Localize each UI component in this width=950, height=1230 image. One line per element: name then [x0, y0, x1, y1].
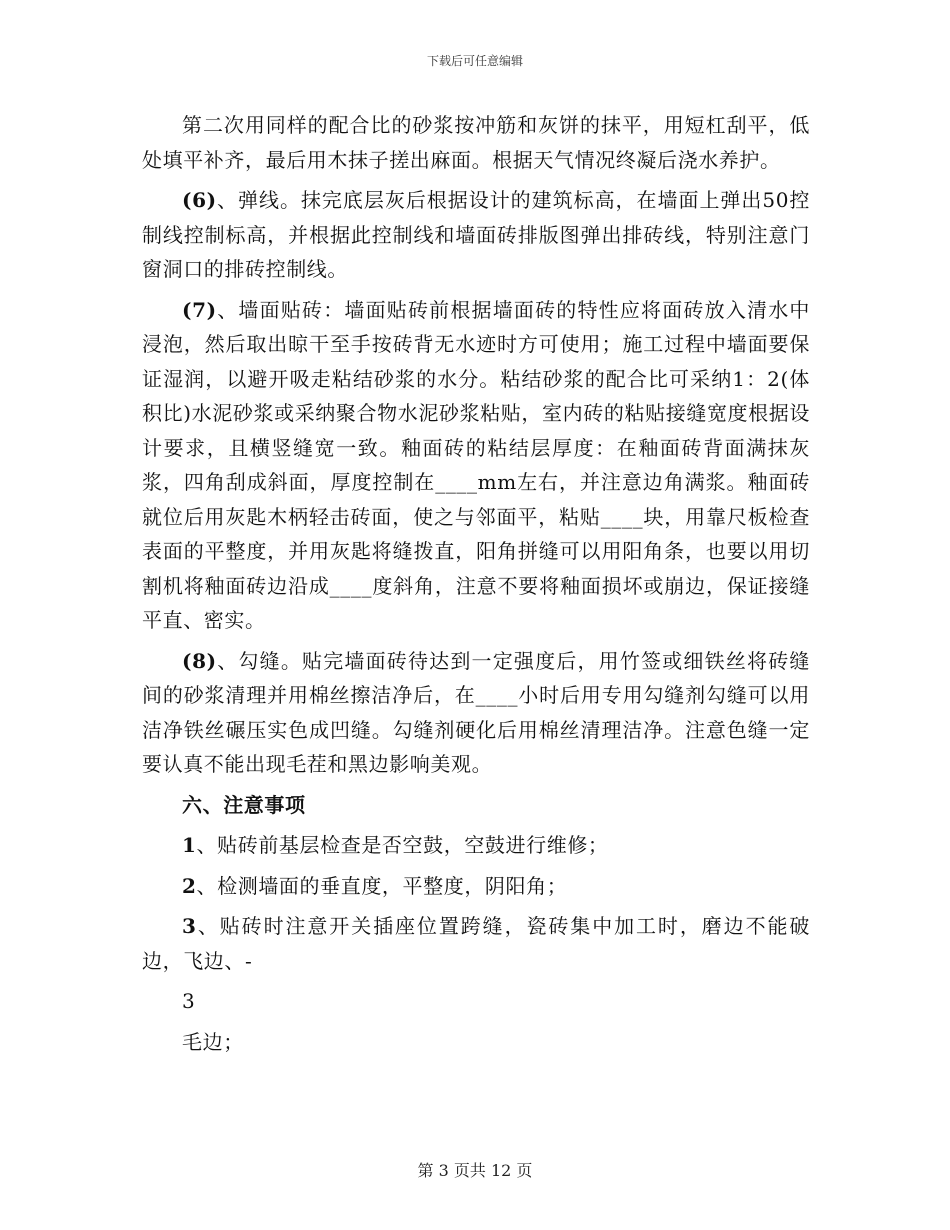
item-number: 1: [182, 833, 197, 857]
page-footer: 第 3 页共 12 页: [417, 1161, 533, 1180]
list-item: [142, 828, 810, 863]
item-number: 2: [182, 873, 197, 898]
stray-text-line: 毛边；: [182, 1029, 244, 1054]
paragraph-text: 第二次用同样的配合比的砂浆按冲筋和灰饼的抹平，用短杠刮平，低处填平补齐，最后用木抹子搓出麻面。根据天气情况终凝后浇水养护。: [142, 113, 810, 172]
paragraph-step-7: [142, 293, 810, 638]
paragraph-text: 、墙面贴砖：墙面贴砖前根据墙面砖的特性应将面砖放入清水中浸泡，然后取出晾干至手按砖背无水迹时方可使用；施工过程中墙面要保证湿润，以避开吸走粘结砂浆的水分。粘结砂浆的配合比可采纳1：2(体积比)水泥砂浆或采纳聚合物水泥砂浆粘贴，室内砖的粘贴接缝宽度根据设计要求，且横竖缝宽一致。釉面砖的粘结层厚度：在釉面砖背面满抹灰浆，四角刮成斜面，厚度控制在____mm左右，并注意边角满浆。釉面砖就位后用灰匙木柄轻击砖面，使之与邻面平，粘贴____块，用靠尺板检查表面的平整度，并用灰匙将缝拨直，阳角拼缝可以用阳角条，也要以用切割机将釉面砖边沿成____度斜角，注意不要将釉面损坏或崩边，保证接缝平直、密实。: [142, 297, 810, 632]
item-text: 、贴砖前基层检查是否空鼓，空鼓进行维修；: [196, 833, 609, 857]
step-number: (7): [182, 297, 217, 322]
section-heading: 六、注意事项: [182, 792, 306, 817]
list-item: [142, 909, 810, 978]
paragraph-plastering: [142, 108, 810, 177]
item-text: 、检测墙面的垂直度，平整度，阴阳角；: [196, 873, 568, 898]
stray-page-number: 3: [182, 989, 196, 1013]
paragraph-step-6: [142, 183, 810, 287]
paragraph-text: 、勾缝。贴完墙面砖待达到一定强度后，用竹签或细铁丝将砖缝间的砂浆清理并用棉丝擦洁净后，在____小时后用专用勾缝剂勾缝可以用洁净铁丝碾压实色成凹缝。勾缝剂硬化后用棉丝清理洁净。注意色缝一定要认真不能出现毛茬和黑边影响美观。: [142, 648, 810, 776]
item-number: 3: [182, 914, 197, 938]
page-header: 下载后可任意编辑: [426, 54, 523, 68]
paragraph-step-8: [142, 644, 810, 782]
step-number: (8): [182, 648, 217, 673]
item-text: 、贴砖时注意开关插座位置跨缝，瓷砖集中加工时，磨边不能破边，飞边、-: [142, 914, 810, 973]
step-number: (6): [182, 188, 217, 212]
document-body: [142, 108, 810, 1065]
list-item: [142, 869, 810, 904]
paragraph-text: 、弹线。抹完底层灰后根据设计的建筑标高，在墙面上弹出50控制线控制标高，并根据此控制线和墙面砖排版图弹出排砖线，特别注意门窗洞口的排砖控制线。: [142, 188, 810, 281]
